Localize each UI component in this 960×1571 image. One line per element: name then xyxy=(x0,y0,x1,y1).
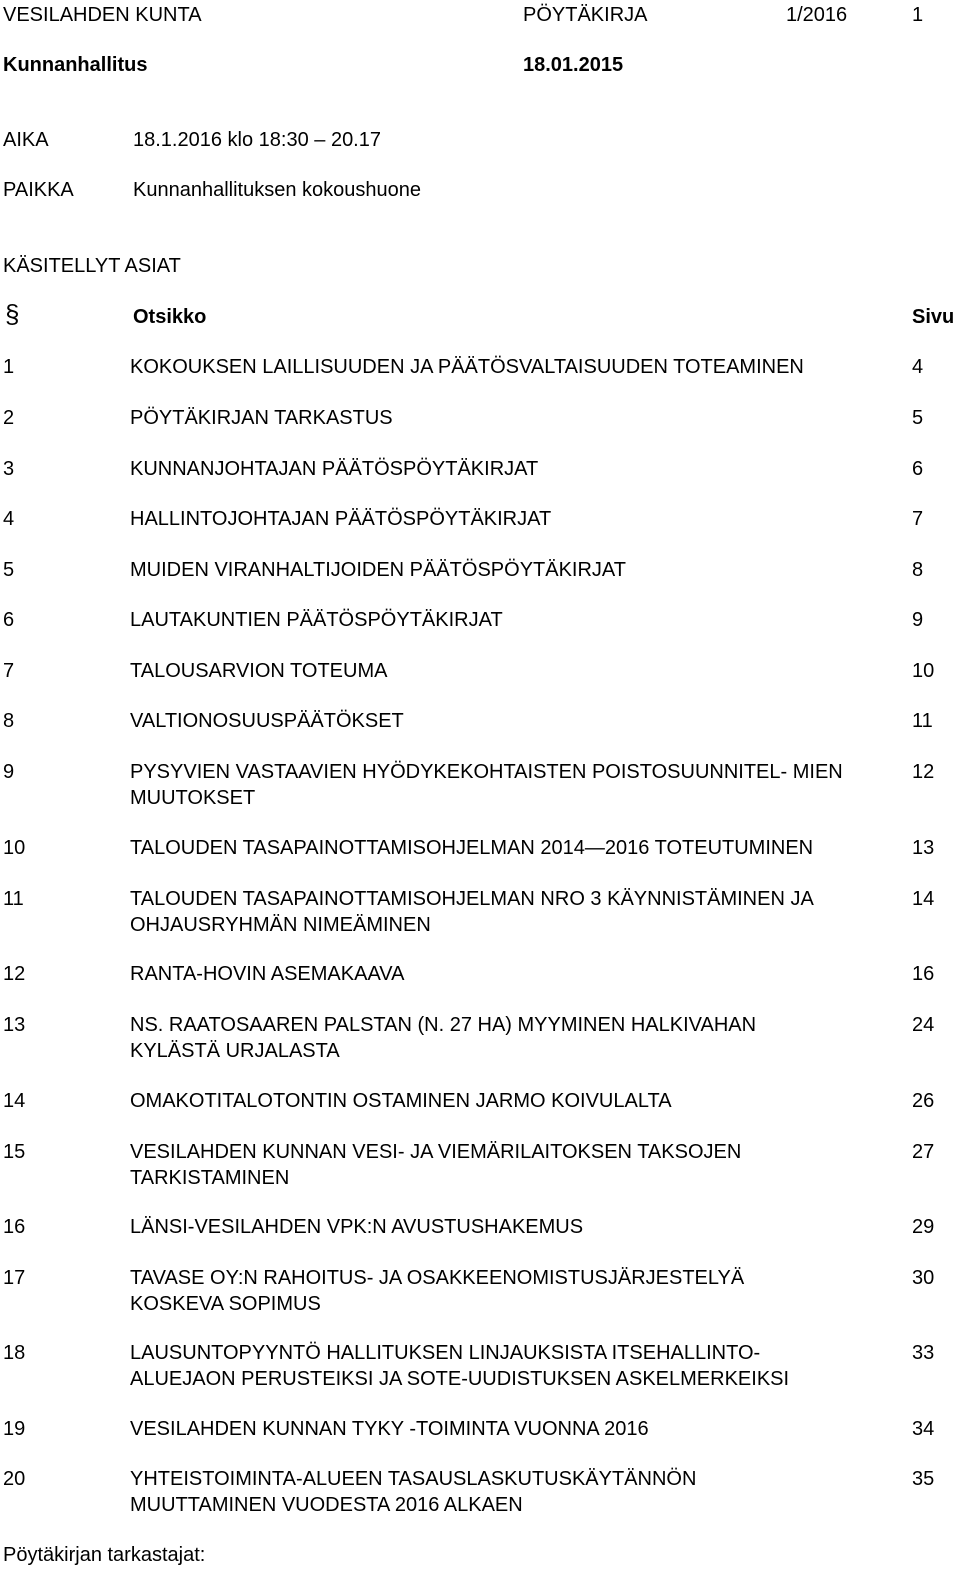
document-number: 1/2016 xyxy=(786,4,848,26)
item-number: 12 xyxy=(3,963,26,985)
item-page: 4 xyxy=(912,356,924,378)
item-page: 35 xyxy=(912,1468,935,1490)
item-number: 13 xyxy=(3,1014,26,1036)
municipality-name: VESILAHDEN KUNTA xyxy=(3,4,202,26)
item-page: 24 xyxy=(912,1014,935,1036)
item-page: 7 xyxy=(912,508,924,530)
item-title: TAVASE OY:N RAHOITUS- JA OSAKKEENOMISTUSJÄRJESTELYÄ KOSKEVA SOPIMUS xyxy=(130,1267,745,1315)
item-title: TALOUDEN TASAPAINOTTAMISOHJELMAN NRO 3 KÄYNNISTÄMINEN JA OHJAUSRYHMÄN NIMEÄMINEN xyxy=(130,888,813,936)
item-title: PÖYTÄKIRJAN TARKASTUS xyxy=(130,407,393,429)
item-number: 17 xyxy=(3,1267,26,1289)
item-title: VESILAHDEN KUNNAN TYKY -TOIMINTA VUONNA 2016 xyxy=(130,1418,649,1440)
item-page: 9 xyxy=(912,609,924,631)
item-page: 26 xyxy=(912,1090,935,1112)
item-number: 9 xyxy=(3,761,15,783)
agenda-heading: KÄSITELLYT ASIAT xyxy=(3,255,181,277)
item-title: OMAKOTITALOTONTIN OSTAMINEN JARMO KOIVULALTA xyxy=(130,1090,672,1112)
page-column-header: Sivu xyxy=(912,306,955,328)
item-page: 34 xyxy=(912,1418,935,1440)
item-page: 12 xyxy=(912,761,935,783)
item-title: RANTA-HOVIN ASEMAKAAVA xyxy=(130,963,405,985)
item-title: LAUSUNTOPYYNTÖ HALLITUKSEN LINJAUKSISTA ITSEHALLINTO- ALUEJAON PERUSTEIKSI JA SOTE-UUDISTUKSEN ASKELMERKEIKSI xyxy=(130,1342,790,1390)
item-number: 1 xyxy=(3,356,15,378)
place-value: Kunnanhallituksen kokoushuone xyxy=(133,179,421,201)
item-number: 19 xyxy=(3,1418,26,1440)
item-number: 4 xyxy=(3,508,15,530)
item-title: LAUTAKUNTIEN PÄÄTÖSPÖYTÄKIRJAT xyxy=(130,609,503,631)
item-title: MUIDEN VIRANHALTIJOIDEN PÄÄTÖSPÖYTÄKIRJAT xyxy=(130,559,626,581)
item-page: 33 xyxy=(912,1342,935,1364)
item-page: 29 xyxy=(912,1216,935,1238)
page-number: 1 xyxy=(912,4,924,26)
item-page: 6 xyxy=(912,458,924,480)
item-number: 11 xyxy=(3,888,24,910)
place-label: PAIKKA xyxy=(3,179,74,201)
governing-body: Kunnanhallitus xyxy=(3,54,148,76)
item-title: HALLINTOJOHTAJAN PÄÄTÖSPÖYTÄKIRJAT xyxy=(130,508,552,530)
time-value: 18.1.2016 klo 18:30 – 20.17 xyxy=(133,129,381,151)
item-title: YHTEISTOIMINTA-ALUEEN TASAUSLASKUTUSKÄYTÄNNÖN MUUTTAMINEN VUODESTA 2016 ALKAEN xyxy=(130,1468,697,1516)
item-title: VESILAHDEN KUNNAN VESI- JA VIEMÄRILAITOKSEN TAKSOJEN TARKISTAMINEN xyxy=(130,1141,742,1189)
item-number: 10 xyxy=(3,837,26,859)
item-page: 14 xyxy=(912,888,935,910)
item-number: 14 xyxy=(3,1090,26,1112)
item-number: 2 xyxy=(3,407,15,429)
item-number: 7 xyxy=(3,660,15,682)
item-page: 30 xyxy=(912,1267,935,1289)
item-number: 18 xyxy=(3,1342,26,1364)
item-number: 16 xyxy=(3,1216,26,1238)
item-page: 8 xyxy=(912,559,924,581)
time-label: AIKA xyxy=(3,129,49,151)
item-page: 16 xyxy=(912,963,935,985)
item-title: NS. RAATOSAAREN PALSTAN (N. 27 HA) MYYMINEN HALKIVAHAN KYLÄSTÄ URJALASTA xyxy=(130,1014,757,1062)
item-number: 15 xyxy=(3,1141,26,1163)
item-number: 6 xyxy=(3,609,15,631)
document-type: PÖYTÄKIRJA xyxy=(523,4,648,26)
item-page: 27 xyxy=(912,1141,935,1163)
item-number: 5 xyxy=(3,559,15,581)
item-title: VALTIONOSUUSPÄÄTÖKSET xyxy=(130,710,404,732)
item-title: LÄNSI-VESILAHDEN VPK:N AVUSTUSHAKEMUS xyxy=(130,1216,584,1238)
reviewers-label: Pöytäkirjan tarkastajat: xyxy=(3,1544,206,1566)
item-page: 13 xyxy=(912,837,935,859)
item-number: 3 xyxy=(3,458,15,480)
item-page: 5 xyxy=(912,407,924,429)
item-title: PYSYVIEN VASTAAVIEN HYÖDYKEKOHTAISTEN POISTOSUUNNITEL- MIEN MUUTOKSET xyxy=(130,761,843,809)
item-number: 20 xyxy=(3,1468,26,1490)
meeting-date: 18.01.2015 xyxy=(523,54,624,76)
item-page: 10 xyxy=(912,660,935,682)
item-number: 8 xyxy=(3,710,15,732)
item-title: TALOUSARVION TOTEUMA xyxy=(130,660,388,682)
item-page: 11 xyxy=(912,710,933,732)
section-symbol: § xyxy=(5,299,20,329)
title-column-header: Otsikko xyxy=(133,306,207,328)
item-title: TALOUDEN TASAPAINOTTAMISOHJELMAN 2014—2016 TOTEUTUMINEN xyxy=(130,837,814,859)
item-title: KUNNANJOHTAJAN PÄÄTÖSPÖYTÄKIRJAT xyxy=(130,458,539,480)
item-title: KOKOUKSEN LAILLISUUDEN JA PÄÄTÖSVALTAISUUDEN TOTEAMINEN xyxy=(130,356,804,378)
